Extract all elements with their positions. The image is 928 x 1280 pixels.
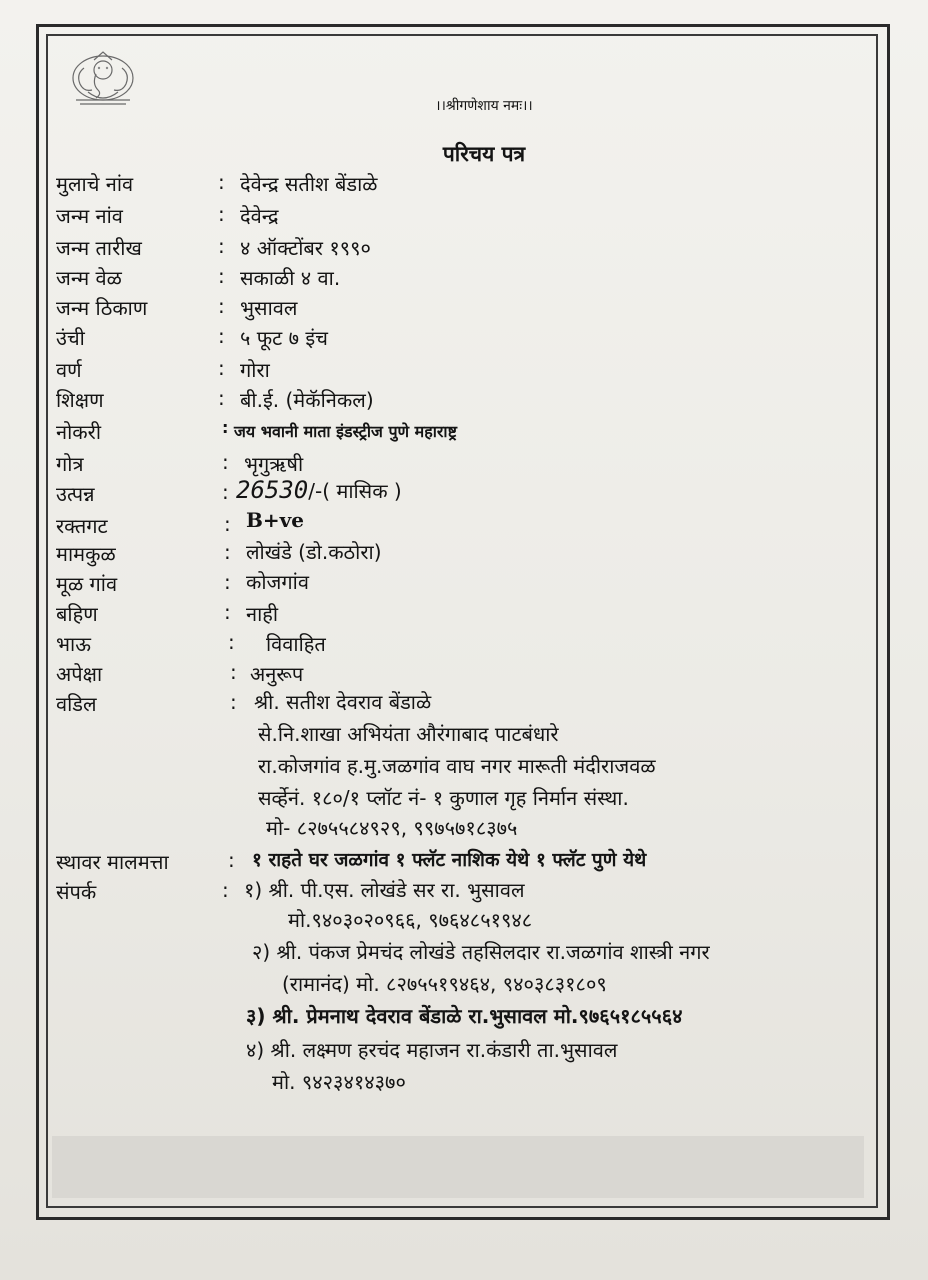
label-maternal-family: मामकुळ (56, 542, 116, 566)
label-expectation: अपेक्षा (56, 662, 103, 686)
label-education: शिक्षण (56, 388, 104, 412)
contact-line: ३) श्री. प्रेमनाथ देवराव बेंडाळे रा.भुसावल मो.९७६५१८५५६४ (246, 1004, 683, 1028)
label-complexion: वर्ण (56, 358, 82, 382)
value-property: १ राहते घर जळगांव १ फ्लॅट नाशिक येथे १ फ्लॅट पुणे येथे (252, 849, 647, 871)
value-native-village: कोजगांव (246, 570, 309, 594)
label-native-village: मूळ गांव (56, 572, 118, 596)
value-gotra: भृगुऋषी (244, 452, 304, 476)
father-detail-line: मो- ८२७५५८४९२९, ९९७५७१८३७५ (266, 816, 518, 840)
value-sister: नाही (246, 602, 279, 626)
invocation-text: ।।श्रीगणेशाय नमः।। (435, 98, 533, 114)
contact-line: २) श्री. पंकज प्रेमचंद लोखंडे तहसिलदार रा.जळगांव शास्त्री नगर (252, 940, 710, 964)
value-boy-name: देवेन्द्र सतीश बेंडाळे (240, 172, 378, 196)
document-page: ।।श्रीगणेशाय नमः।। परिचय पत्र मुलाचे नांव : देवेन्द्र सतीश बेंडाळे जन्म नांव : देवेन्द्र जन्म तारीख : ४ ऑक्टोंबर १९९० जन्म वेळ : सकाळी ४ वा. जन्म ठिकाण : भुसावल उंची : ५ फूट ७ इंच वर्ण : गोरा शिक्षण : बी.ई. (मेकॅनिकल) नोकरी : जय भवानी माता इंडस्ट्रीज पुणे महाराष्ट्र गोत्र : भृगुऋषी उत्पन्न : 26530/-( मासिक ) रक्तगट : B+ve मामकुळ : लोखंडे (डो.कठोरा) मूळ गांव : कोजगांव बहिण : नाही भाऊ : विवाहित अपेक्षा : अनुरूप वडिल : श्री. सतीश देवराव बेंडाळे से.नि.शाखा अभियंता औरंगाबाद पाटबंधारे रा.कोजगांव ह.मु.जळगांव वाघ नगर मारूती मंदीराजवळ सर्व्हेनं. १८०/१ प्लॉट नं- १ कुणाल गृह निर्मान संस्था. मो- ८२७५५८४९२९, ९९७५७१८३७५ स्थावर मालमत्ता : १ राहते घर जळगांव १ फ्लॅट नाशिक येथे १ फ्लॅट पुणे येथे संपर्क : १) श्री. पी.एस. लोखंडे सर रा. भुसावल मो.९४०३०२०९६६, ९७६४८५१९४८ २) श्री. पंकज प्रेमचंद लोखंडे तहसिलदार रा.जळगांव शास्त्री नगर (रामानंद) मो. ८२७५५१९४६४, ९४०३८३१८०९ ३) श्री. प्रेमनाथ देवराव बेंडाळे रा.भुसावल मो.९७६५१८५५६४ ४) श्री. लक्ष्मण हरचंद महाजन रा.कंडारी ता.भुसावल मो. ९४२३४१४३७० (0, 0, 928, 1280)
value-expectation: अनुरूप (250, 662, 304, 686)
contact-line: ४) श्री. लक्ष्मण हरचंद महाजन रा.कंडारी ता.भुसावल (246, 1038, 618, 1062)
label-job: नोकरी (56, 420, 101, 444)
value-complexion: गोरा (240, 358, 270, 382)
value-maternal-family: लोखंडे (डो.कठोरा) (246, 540, 382, 564)
income-amount: 26530 (236, 476, 309, 504)
value-income (236, 476, 402, 504)
label-boy-name: मुलाचे नांव (56, 172, 134, 196)
value-job: जय भवानी माता इंडस्ट्रीज पुणे महाराष्ट्र (234, 422, 457, 441)
contact-line: मो.९४०३०२०९६६, ९७६४८५१९४८ (288, 908, 533, 932)
inner-border (46, 34, 878, 1208)
value-father: श्री. सतीश देवराव बेंडाळे (254, 690, 432, 714)
value-height: ५ फूट ७ इंच (240, 326, 328, 350)
value-blood-group: B+ve (246, 508, 305, 532)
label-father: वडिल (56, 692, 97, 716)
label-property: स्थावर मालमत्ता (56, 850, 169, 874)
label-blood-group: रक्तगट (56, 514, 108, 538)
value-birth-time: सकाळी ४ वा. (240, 266, 341, 290)
income-suffix: /-( मासिक ) (308, 479, 402, 503)
contact-line: १) श्री. पी.एस. लोखंडे सर रा. भुसावल (244, 878, 525, 902)
contact-line: मो. ९४२३४१४३७० (272, 1070, 406, 1094)
label-height: उंची (56, 326, 85, 350)
value-education: बी.ई. (मेकॅनिकल) (240, 388, 374, 412)
label-birth-time: जन्म वेळ (56, 266, 122, 290)
father-detail-line: से.नि.शाखा अभियंता औरंगाबाद पाटबंधारे (258, 722, 559, 746)
contact-line: (रामानंद) मो. ८२७५५१९४६४, ९४०३८३१८०९ (282, 972, 607, 996)
value-brother: विवाहित (266, 632, 326, 656)
value-birth-date: ४ ऑक्टोंबर १९९० (240, 236, 371, 260)
label-contacts: संपर्क (56, 880, 97, 904)
page-title: परिचय पत्र (442, 142, 526, 166)
label-birth-place: जन्म ठिकाण (56, 296, 148, 320)
father-detail-line: रा.कोजगांव ह.मु.जळगांव वाघ नगर मारूती मंदीराजवळ (258, 754, 656, 778)
label-sister: बहिण (56, 602, 98, 626)
label-birth-date: जन्म तारीख (56, 236, 142, 260)
value-birth-name: देवेन्द्र (240, 204, 279, 228)
father-detail-line: सर्व्हेनं. १८०/१ प्लॉट नं- १ कुणाल गृह निर्मान संस्था. (258, 786, 629, 810)
redacted-area (52, 1136, 864, 1198)
label-brother: भाऊ (56, 632, 91, 656)
label-income: उत्पन्न (56, 482, 95, 506)
label-birth-name: जन्म नांव (56, 204, 123, 228)
value-birth-place: भुसावल (240, 296, 298, 320)
label-gotra: गोत्र (56, 452, 84, 476)
